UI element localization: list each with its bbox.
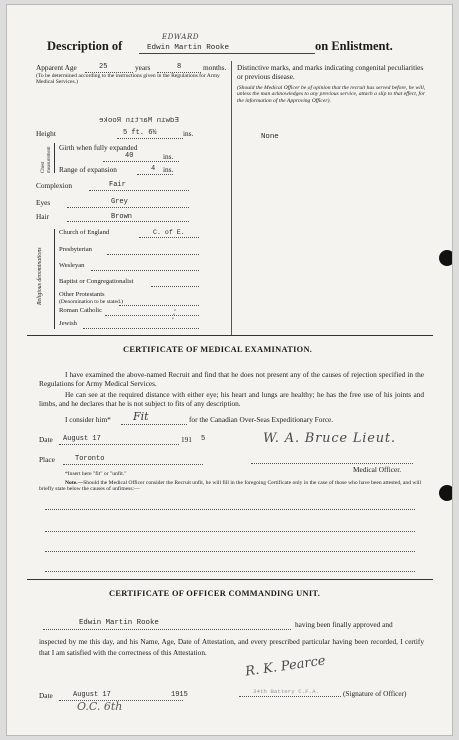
complexion-value: Fair [109,181,126,189]
religion-line-2 [107,254,199,255]
medical-place-value: Toronto [75,455,105,463]
medical-year-value: 5 [201,435,206,443]
religion-bracket [54,229,55,329]
medical-signature-line [251,463,413,464]
column-divider [231,61,232,335]
religion-wesleyan: Wesleyan [59,262,85,269]
height-unit: ins. [183,129,194,138]
mirrored-name-bleedthrough: Edwin Martin Rooke [99,117,179,125]
eyes-label: Eyes [36,198,51,207]
religion-church-of-england-value: C. of E. [153,229,185,236]
expansion-value: 4 [151,165,156,173]
religion-line-6 [105,315,199,316]
complexion-label: Complexion [36,181,73,190]
religion-presbyterian: Presbyterian [59,246,92,253]
recruit-name: Edwin Martin Rooke [147,44,230,52]
medical-footnote-2 [39,480,427,493]
consider-value: Fit [133,410,149,423]
religion-baptist: Baptist or Congregationalist [59,278,134,285]
unfitness-line-4 [45,571,415,572]
marks-note: (Should the Medical Officer be of opinion that the recruit has served before, he will, unless the man acknowledges to any previous service, attach a slip to that effect, for the information of the Approving Officer). [237,85,426,104]
expansion-label: Range of expansion [59,165,117,174]
medical-officer-signature: W. A. Bruce Lieut. [263,431,396,446]
commanding-year-value: 1915 [171,691,188,699]
years-label: years [135,63,151,72]
note-text: Should the Medical Officer consider the Recruit unfit, he will fill in the foregoing Certificate only in the case of those who have been attested, and will briefly state below the causes of unfitness:— [39,480,422,493]
religion-line-7 [83,328,199,329]
chest-bracket [54,143,55,173]
medical-place-label: Place [39,455,55,464]
medical-para-1: I have examined the above-named Recruit and find that he does not present any of the causes of rejection specified in the Regulations for Army Medical Services. [39,370,424,388]
commanding-officer-signature: R. K. Pearce [244,653,327,680]
faint-pencil-mark: ⋮ [167,307,179,321]
medical-date-label: Date [39,435,53,444]
commanding-paragraph: inspected by me this day, and his Name, Age, Date of Attestation, and every prescribed particular having been recorded, I certify that I am satisfied with the correctness of this Attestation. [39,637,424,657]
religion-church-of-england: Church of England [59,229,110,236]
age-months: 8 [177,63,182,71]
religion-other-protestants: Other Protestants [59,291,105,298]
commanding-line-1-suffix: having been finally approved and [295,620,393,629]
medical-date-value: August 17 [63,435,101,443]
religion-line-3 [91,270,199,271]
top-section-rule [27,335,433,336]
medical-place-line [63,464,203,465]
battery-stamp: 34th Battery C.F.A. [253,688,320,695]
religion-line-5 [119,305,199,306]
unfitness-line-3 [45,551,415,552]
medical-certificate-title: CERTIFICATE OF MEDICAL EXAMINATION. [123,345,313,354]
religion-denomination-note: (Denomination to be stated.) [59,299,124,305]
girth-value: 40 [125,152,134,160]
complexion-line [89,190,189,191]
medical-date-line [59,444,179,445]
unfitness-line-2 [45,531,415,532]
title-prefix: Description of [47,39,123,53]
title-suffix: on Enlistment. [315,39,393,53]
hair-line [67,221,189,222]
marks-heading: Distinctive marks, and marks indicating congenital peculiarities or previous disease. [237,63,424,81]
medical-para-2: He can see at the required distance with either eye; his heart and lungs are healthy; he has the free use of his joints and limbs, and he declares that he is not subject to fits of any description. [39,390,424,408]
girth-unit: ins. [163,152,174,161]
medical-year-prefix: 191 [181,435,192,444]
religion-label: Religious denominations [37,247,43,305]
name-correction: EDWARD [162,33,200,41]
expansion-line [137,174,173,175]
page-title [47,39,122,54]
marks-value: None [261,133,279,141]
punch-hole-top [439,250,453,266]
height-label: Height [36,129,56,138]
commanding-name-line [43,629,291,630]
consider-prefix: I consider him* [65,415,111,424]
months-label: months. [203,63,227,72]
expansion-unit: ins. [163,165,174,174]
handwritten-annotation: O.C. 6th [77,700,123,713]
girth-line [103,161,179,162]
title-name-line [139,53,315,54]
hair-label: Hair [36,212,49,221]
signature-of-officer-label: (Signature of Officer) [343,689,407,698]
age-note: (To be determined according to the instructions given in the Regulations for Army Medical Services.) [36,73,220,86]
eyes-value: Grey [111,198,128,206]
commanding-certificate-title: CERTIFICATE OF OFFICER COMMANDING UNIT. [109,589,321,598]
commanding-signature-line [239,696,341,697]
commanding-recruit-name: Edwin Martin Rooke [79,619,159,627]
middle-section-rule [27,579,433,580]
note-label: Note.— [65,480,84,486]
height-line [117,138,183,139]
religion-roman-catholic: Roman Catholic [59,307,103,314]
medical-footnote-1: *Insert here "fit" or "unfit." [65,471,127,477]
apparent-age-label: Apparent Age [36,63,77,72]
chest-label: Chest measurement [41,146,52,173]
hair-value: Brown [111,213,133,221]
girth-label: Girth when fully expanded [59,143,138,152]
religion-line-1 [139,237,199,238]
consider-suffix: for the Canadian Over-Seas Expeditionary Force. [189,415,334,424]
height-value: 5 ft. 6½ [123,129,157,137]
commanding-date-value: August 17 [73,691,111,699]
religion-jewish: Jewish [59,320,77,327]
punch-hole-bottom [439,485,453,501]
medical-officer-title: Medical Officer. [353,465,402,474]
age-years: 25 [99,63,108,71]
eyes-line [67,207,189,208]
commanding-date-label: Date [39,691,53,700]
religion-line-4 [151,286,199,287]
unfitness-line-1 [45,509,415,510]
consider-line [121,424,187,425]
attestation-page [6,4,453,736]
